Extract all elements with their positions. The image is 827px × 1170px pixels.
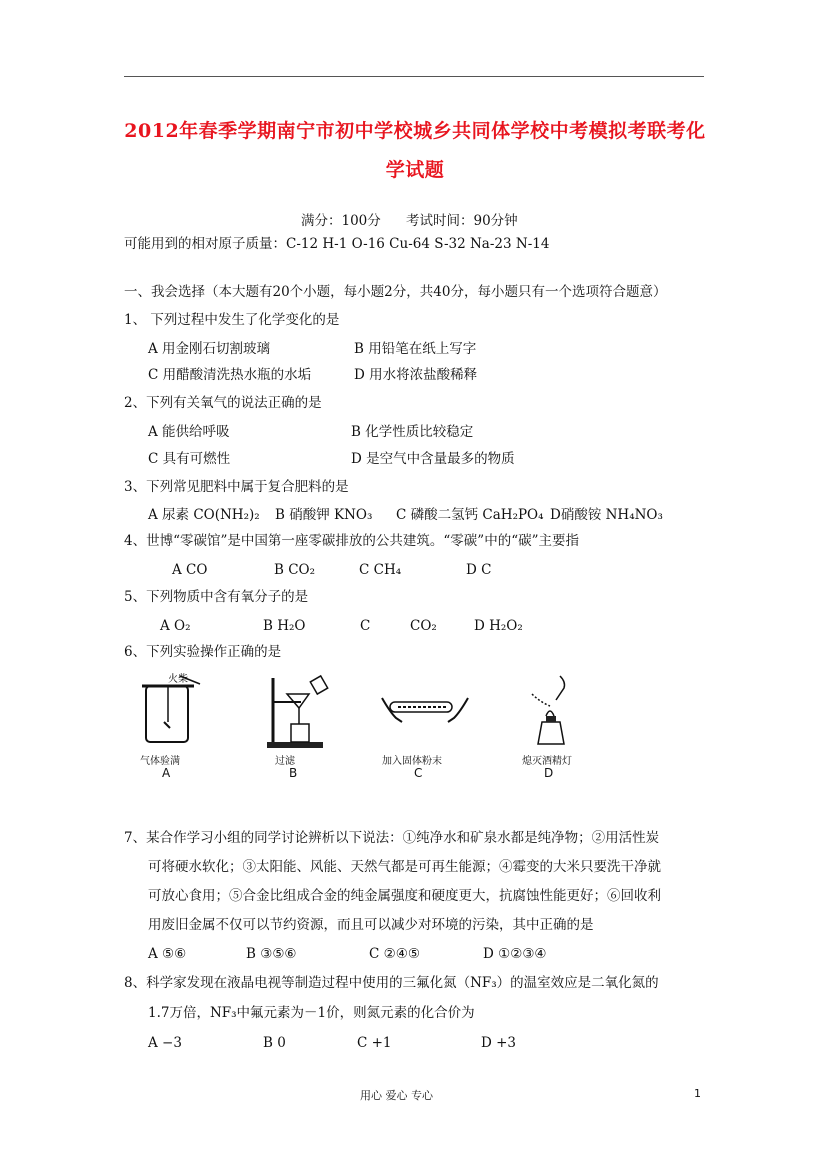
test-tube-powder-icon: [380, 672, 470, 752]
q1-option-d: D 用水将浓盐酸稀释: [354, 367, 478, 383]
q1-option-b: B 用铅笔在纸上写字: [354, 341, 477, 357]
q3-option-d: D硝酸铵 NH₄NO₃: [550, 507, 663, 523]
q7-option-b: B ③⑤⑥: [246, 946, 297, 962]
q8-line1: 8、科学家发现在液晶电视等制造过程中使用的三氟化氮（NF₃）的温室效应是二氧化氮的: [124, 975, 659, 991]
q3-option-b: B 硝酸钾 KNO₃: [275, 507, 373, 523]
q2-option-b: B 化学性质比较稳定: [351, 424, 474, 440]
figure-a-caption: 气体验满: [140, 756, 180, 767]
q4-option-c: C CH₄: [359, 562, 402, 578]
q8-option-d: D +3: [481, 1035, 517, 1051]
q8-line2: 1.7万倍，NF₃中氟元素为－1价，则氮元素的化合价为: [148, 1005, 475, 1021]
exam-title-line2: 学试题: [385, 159, 445, 181]
figure-d-letter: D: [544, 766, 554, 780]
q4-option-a: A CO: [172, 562, 208, 578]
q8-option-c: C +1: [357, 1035, 392, 1051]
q1-option-c: C 用醋酸清洗热水瓶的水垢: [148, 367, 312, 383]
q6-figures: [130, 672, 610, 782]
figure-c-caption: 加入固体粉末: [382, 756, 442, 767]
q6-stem: 6、下列实验操作正确的是: [124, 644, 282, 660]
q7-option-c: C ②④⑤: [369, 946, 420, 962]
figure-a-extra-label: 火柴: [168, 674, 188, 685]
q5-option-d: D H₂O₂: [474, 618, 523, 634]
q4-option-b: B CO₂: [274, 562, 316, 578]
figure-a: [138, 672, 208, 780]
q2-option-a: A 能供给呼吸: [148, 424, 230, 440]
q7-line4: 用废旧金属不仅可以节约资源，而且可以减少对环境的污染，其中正确的是: [148, 917, 594, 933]
figure-b: [265, 672, 340, 780]
page-footer: 用心 爱心 专心: [360, 1089, 433, 1102]
q7-line3: 可放心食用；⑤合金比组成合金的纯金属强度和硬度更大，抗腐蚀性能更好；⑥回收利: [148, 888, 661, 904]
q2-option-d: D 是空气中含量最多的物质: [351, 451, 515, 467]
section-1-heading: 一、我会选择（本大题有20个小题，每小题2分，共40分，每小题只有一个选项符合题意）: [124, 284, 667, 300]
figure-c: [380, 672, 470, 780]
q1-option-a: A 用金刚石切割玻璃: [148, 341, 271, 357]
figure-d: [520, 672, 590, 780]
figure-d-caption: 熄灭酒精灯: [522, 756, 572, 767]
exam-time: 考试时间：90分钟: [406, 213, 518, 229]
q7-option-a: A ⑤⑥: [148, 946, 187, 962]
filtration-icon: [265, 672, 340, 752]
q5-option-b: B H₂O: [263, 618, 306, 634]
q5-stem: 5、下列物质中含有氧分子的是: [124, 589, 309, 605]
q5-option-a: A O₂: [160, 618, 191, 634]
alcohol-lamp-icon: [520, 672, 590, 752]
exam-title-line1: 2012年春季学期南宁市初中学校城乡共同体学校中考模拟考联考化: [124, 120, 706, 142]
q8-option-a: A −3: [148, 1035, 182, 1051]
figure-c-letter: C: [414, 766, 423, 780]
q3-option-c: C 磷酸二氢钙 CaH₂PO₄: [396, 507, 544, 523]
figure-b-letter: B: [289, 766, 298, 780]
q7-line2: 可将硬水软化；③太阳能、风能、天然气都是可再生能源；④霉变的大米只要洗干净就: [148, 859, 661, 875]
q4-option-d: D C: [466, 562, 492, 578]
q2-stem: 2、下列有关氧气的说法正确的是: [124, 395, 322, 411]
atomic-masses: 可能用到的相对原子质量：C-12 H-1 O-16 Cu-64 S-32 Na-23 N-14: [124, 236, 550, 252]
full-score: 满分：100分: [301, 213, 381, 229]
q7-option-d: D ①②③④: [483, 946, 547, 962]
q5-option-c-formula: CO₂: [410, 618, 437, 634]
q2-option-c: C 具有可燃性: [148, 451, 231, 467]
q1-stem: 1、 下列过程中发生了化学变化的是: [124, 312, 340, 328]
header-rule: [124, 76, 704, 77]
q3-stem: 3、下列常见肥料中属于复合肥料的是: [124, 479, 349, 495]
q3-option-a: A 尿素 CO(NH₂)₂: [148, 507, 260, 523]
q7-line1: 7、某合作学习小组的同学讨论辨析以下说法：①纯净水和矿泉水都是纯净物；②用活性炭: [124, 830, 660, 846]
figure-a-letter: A: [162, 766, 171, 780]
q8-option-b: B 0: [263, 1035, 286, 1051]
q5-option-c: C: [360, 618, 371, 634]
q4-stem: 4、世博“零碳馆”是中国第一座零碳排放的公共建筑。“零碳”中的“碳”主要指: [124, 533, 579, 549]
figure-b-caption: 过滤: [275, 756, 295, 767]
page-number: 1: [694, 1087, 701, 1100]
